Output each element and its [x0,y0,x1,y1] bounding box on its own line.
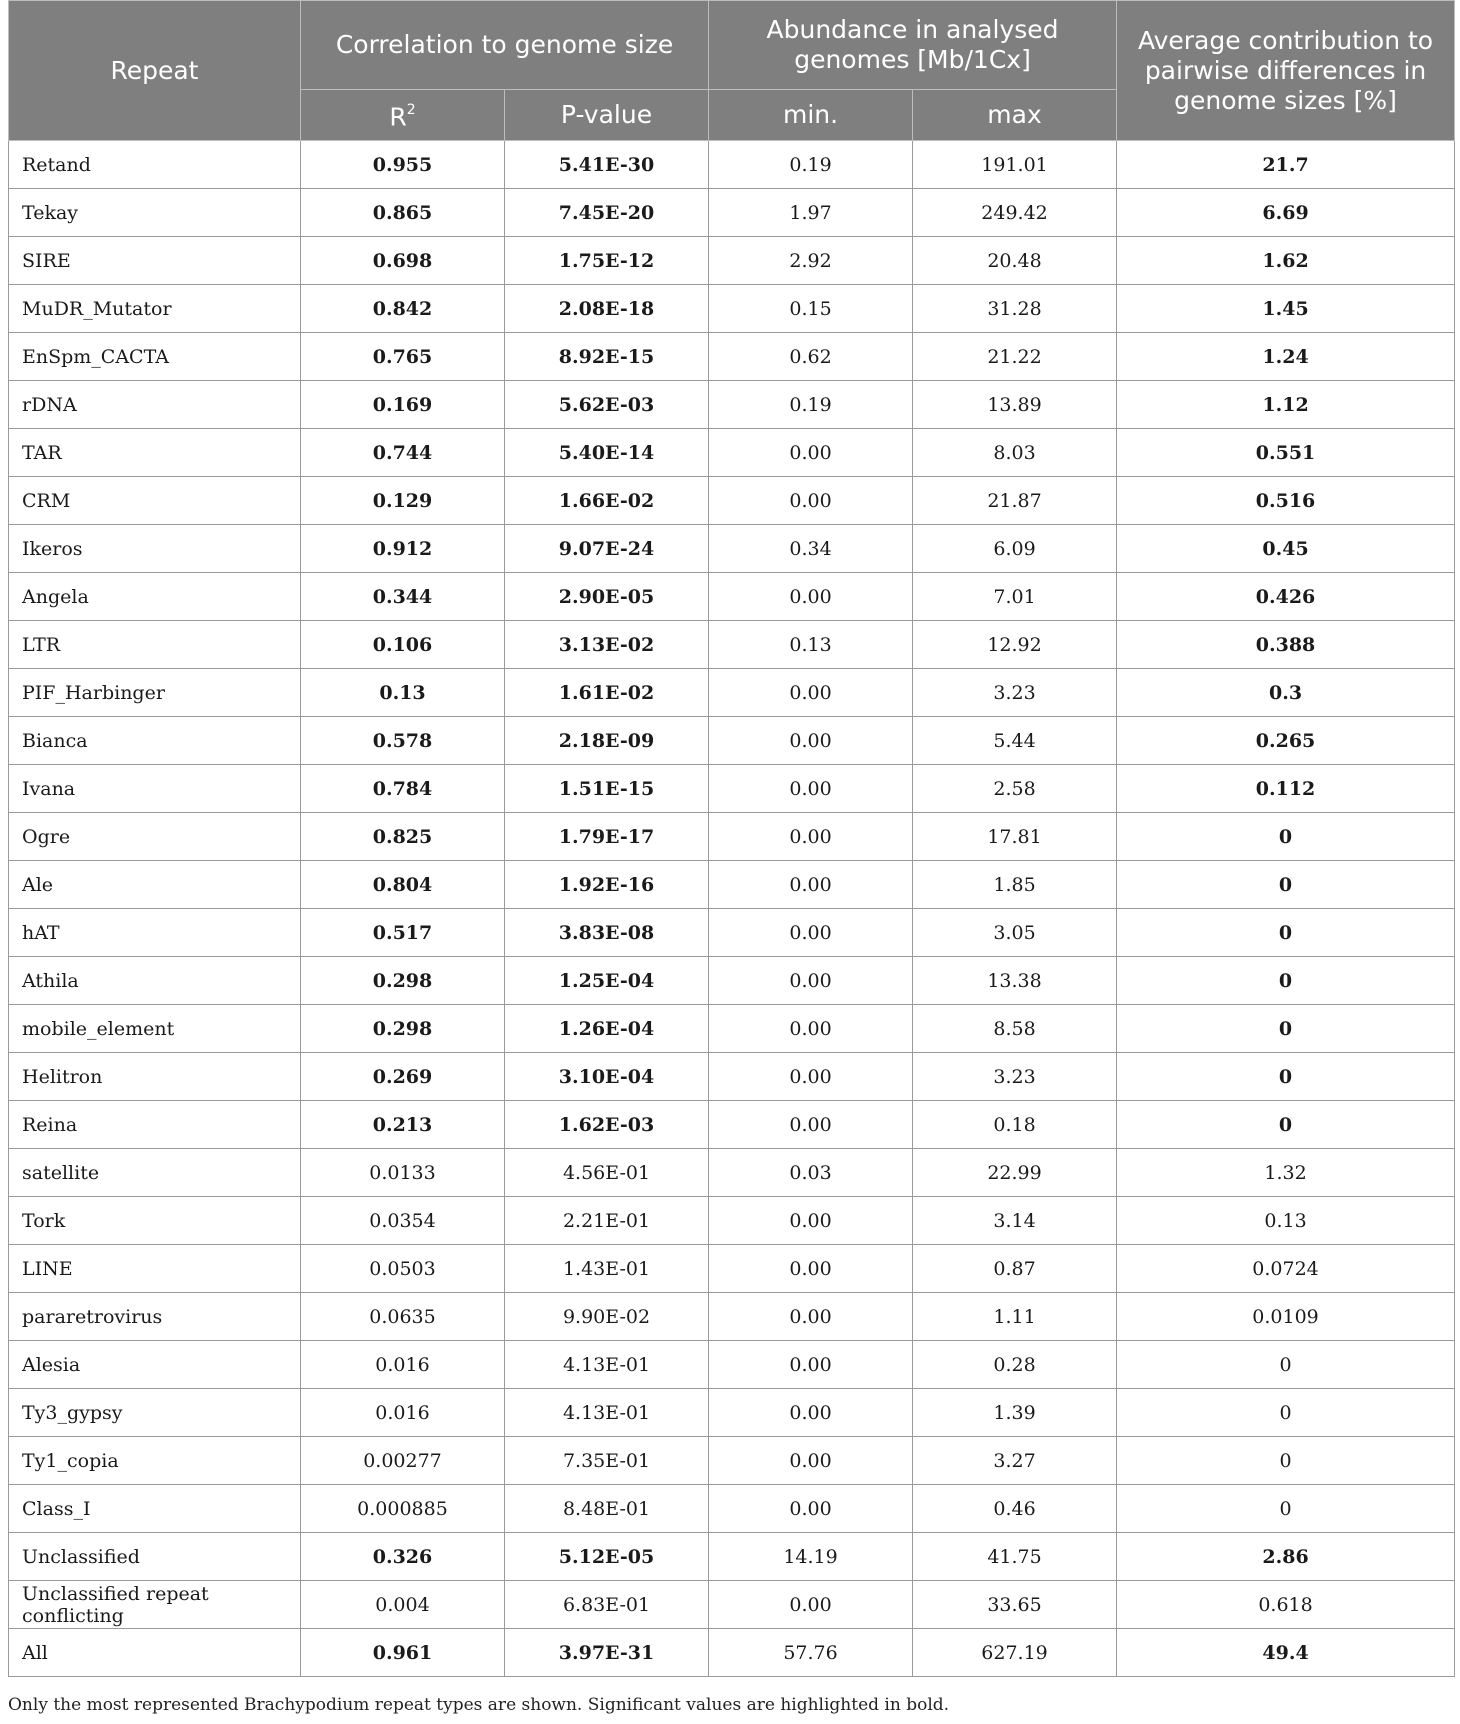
cell-contribution: 1.45 [1117,285,1455,333]
cell-contribution: 0 [1117,1053,1455,1101]
cell-r2: 0.298 [301,1005,505,1053]
cell-repeat: LTR [9,621,301,669]
table-row [9,861,1455,909]
cell-pvalue: 1.75E-12 [505,237,709,285]
cell-r2: 0.765 [301,333,505,381]
table-row [9,957,1455,1005]
cell-r2: 0.016 [301,1341,505,1389]
cell-r2: 0.842 [301,285,505,333]
cell-contribution: 0 [1117,1101,1455,1149]
cell-r2: 0.298 [301,957,505,1005]
header-pvalue: P-value [505,90,709,141]
cell-min: 0.00 [709,1485,913,1533]
cell-min: 57.76 [709,1629,913,1677]
cell-repeat: pararetrovirus [9,1293,301,1341]
repeat-table [8,0,1455,1677]
table-row [9,573,1455,621]
cell-max: 1.85 [913,861,1117,909]
cell-max: 8.58 [913,1005,1117,1053]
cell-contribution: 0.0724 [1117,1245,1455,1293]
cell-max: 3.23 [913,1053,1117,1101]
cell-repeat: MuDR_Mutator [9,285,301,333]
header-contribution: Average contribution to pairwise differences in genome sizes [%] [1117,1,1455,141]
table-body [9,141,1455,1677]
cell-pvalue: 5.40E-14 [505,429,709,477]
cell-min: 0.34 [709,525,913,573]
cell-min: 0.00 [709,1341,913,1389]
cell-r2: 0.744 [301,429,505,477]
cell-max: 627.19 [913,1629,1117,1677]
table-row [9,333,1455,381]
cell-repeat: Ogre [9,813,301,861]
cell-min: 0.00 [709,1053,913,1101]
cell-min: 0.15 [709,285,913,333]
table-row [9,1293,1455,1341]
cell-repeat: Reina [9,1101,301,1149]
header-abundance: Abundance in analysed genomes [Mb/1Cx] [709,1,1117,90]
cell-min: 0.00 [709,1437,913,1485]
header-r2 [301,90,505,141]
cell-pvalue: 1.79E-17 [505,813,709,861]
table-row [9,621,1455,669]
cell-contribution: 0.551 [1117,429,1455,477]
cell-r2: 0.804 [301,861,505,909]
cell-repeat: PIF_Harbinger [9,669,301,717]
cell-pvalue: 1.25E-04 [505,957,709,1005]
table-row [9,1053,1455,1101]
cell-r2: 0.0133 [301,1149,505,1197]
cell-repeat: Helitron [9,1053,301,1101]
cell-repeat: hAT [9,909,301,957]
cell-min: 0.00 [709,1245,913,1293]
table-row [9,1581,1455,1629]
cell-repeat: Alesia [9,1341,301,1389]
table-container [8,0,1454,1677]
table-row [9,285,1455,333]
cell-contribution: 1.62 [1117,237,1455,285]
cell-max: 13.89 [913,381,1117,429]
cell-pvalue: 3.13E-02 [505,621,709,669]
cell-max: 0.18 [913,1101,1117,1149]
cell-max: 31.28 [913,285,1117,333]
cell-contribution: 1.24 [1117,333,1455,381]
cell-repeat: All [9,1629,301,1677]
cell-contribution: 6.69 [1117,189,1455,237]
cell-contribution: 1.12 [1117,381,1455,429]
cell-max: 21.87 [913,477,1117,525]
cell-max: 0.28 [913,1341,1117,1389]
table-row [9,1533,1455,1581]
cell-max: 0.87 [913,1245,1117,1293]
table-footnote: Only the most represented Brachypodium repeat types are shown. Significant values are highlighted in bold. [8,1695,950,1715]
cell-contribution: 0.265 [1117,717,1455,765]
cell-r2: 0.825 [301,813,505,861]
cell-pvalue: 1.43E-01 [505,1245,709,1293]
cell-repeat: TAR [9,429,301,477]
cell-max: 8.03 [913,429,1117,477]
cell-min: 0.00 [709,909,913,957]
table-row [9,237,1455,285]
cell-min: 0.00 [709,765,913,813]
cell-min: 1.97 [709,189,913,237]
cell-r2: 0.00277 [301,1437,505,1485]
cell-max: 7.01 [913,573,1117,621]
cell-pvalue: 1.62E-03 [505,1101,709,1149]
cell-pvalue: 1.92E-16 [505,861,709,909]
header-max: max [913,90,1117,141]
cell-repeat: Angela [9,573,301,621]
table-row [9,1245,1455,1293]
cell-pvalue: 8.92E-15 [505,333,709,381]
cell-pvalue: 1.51E-15 [505,765,709,813]
cell-contribution: 21.7 [1117,141,1455,189]
cell-contribution: 0.0109 [1117,1293,1455,1341]
cell-max: 12.92 [913,621,1117,669]
cell-min: 0.00 [709,573,913,621]
cell-r2: 0.517 [301,909,505,957]
cell-min: 0.00 [709,429,913,477]
cell-pvalue: 6.83E-01 [505,1581,709,1629]
table-row [9,1629,1455,1677]
cell-repeat: CRM [9,477,301,525]
cell-max: 17.81 [913,813,1117,861]
header-correlation: Correlation to genome size [301,1,709,90]
cell-contribution: 1.32 [1117,1149,1455,1197]
table-row [9,1341,1455,1389]
cell-contribution: 0.3 [1117,669,1455,717]
cell-pvalue: 9.90E-02 [505,1293,709,1341]
cell-r2: 0.169 [301,381,505,429]
table-row [9,429,1455,477]
table-row [9,1101,1455,1149]
cell-contribution: 0 [1117,1341,1455,1389]
cell-max: 1.11 [913,1293,1117,1341]
cell-repeat: Class_I [9,1485,301,1533]
cell-repeat: Athila [9,957,301,1005]
cell-r2: 0.326 [301,1533,505,1581]
cell-repeat: LINE [9,1245,301,1293]
cell-min: 0.62 [709,333,913,381]
cell-max: 22.99 [913,1149,1117,1197]
cell-pvalue: 2.08E-18 [505,285,709,333]
cell-r2: 0.784 [301,765,505,813]
cell-repeat: Unclassified [9,1533,301,1581]
cell-contribution: 0 [1117,1437,1455,1485]
cell-max: 6.09 [913,525,1117,573]
cell-contribution: 0 [1117,909,1455,957]
cell-pvalue: 1.26E-04 [505,1005,709,1053]
cell-repeat: EnSpm_CACTA [9,333,301,381]
cell-pvalue: 4.13E-01 [505,1341,709,1389]
cell-r2: 0.344 [301,573,505,621]
cell-pvalue: 8.48E-01 [505,1485,709,1533]
header-repeat: Repeat [9,1,301,141]
table-row [9,1005,1455,1053]
cell-min: 0.00 [709,1581,913,1629]
cell-r2: 0.698 [301,237,505,285]
cell-repeat: Ty1_copia [9,1437,301,1485]
cell-repeat: Bianca [9,717,301,765]
cell-repeat: Retand [9,141,301,189]
cell-max: 0.46 [913,1485,1117,1533]
cell-contribution: 49.4 [1117,1629,1455,1677]
cell-r2: 0.955 [301,141,505,189]
cell-max: 5.44 [913,717,1117,765]
table-row [9,669,1455,717]
header-r2-label: R [389,102,407,132]
cell-pvalue: 7.35E-01 [505,1437,709,1485]
cell-contribution: 0 [1117,1005,1455,1053]
cell-max: 3.23 [913,669,1117,717]
cell-repeat: Tork [9,1197,301,1245]
table-row [9,477,1455,525]
cell-contribution: 0.618 [1117,1581,1455,1629]
cell-repeat: SIRE [9,237,301,285]
cell-min: 0.00 [709,669,913,717]
table-row [9,1389,1455,1437]
cell-max: 3.27 [913,1437,1117,1485]
cell-pvalue: 2.90E-05 [505,573,709,621]
cell-repeat: Unclassified repeat conflicting [9,1581,301,1629]
cell-max: 41.75 [913,1533,1117,1581]
cell-min: 0.00 [709,717,913,765]
cell-min: 0.00 [709,1389,913,1437]
table-row [9,141,1455,189]
cell-contribution: 0 [1117,861,1455,909]
cell-pvalue: 7.45E-20 [505,189,709,237]
cell-min: 0.19 [709,381,913,429]
cell-max: 20.48 [913,237,1117,285]
cell-r2: 0.865 [301,189,505,237]
table-row [9,525,1455,573]
cell-r2: 0.0503 [301,1245,505,1293]
cell-min: 0.00 [709,861,913,909]
cell-max: 191.01 [913,141,1117,189]
cell-contribution: 2.86 [1117,1533,1455,1581]
cell-pvalue: 5.12E-05 [505,1533,709,1581]
cell-repeat: Ale [9,861,301,909]
cell-min: 0.00 [709,1005,913,1053]
cell-pvalue: 1.66E-02 [505,477,709,525]
table-row [9,1485,1455,1533]
cell-pvalue: 2.18E-09 [505,717,709,765]
cell-pvalue: 5.41E-30 [505,141,709,189]
header-r2-superscript: 2 [406,102,416,119]
cell-max: 3.05 [913,909,1117,957]
cell-contribution: 0.388 [1117,621,1455,669]
cell-max: 1.39 [913,1389,1117,1437]
table-row [9,717,1455,765]
cell-max: 33.65 [913,1581,1117,1629]
table-row [9,1197,1455,1245]
cell-min: 0.00 [709,1293,913,1341]
cell-contribution: 0 [1117,957,1455,1005]
cell-pvalue: 3.97E-31 [505,1629,709,1677]
cell-r2: 0.016 [301,1389,505,1437]
cell-r2: 0.912 [301,525,505,573]
cell-contribution: 0 [1117,1485,1455,1533]
cell-pvalue: 4.13E-01 [505,1389,709,1437]
cell-repeat: Ty3_gypsy [9,1389,301,1437]
table-row [9,189,1455,237]
cell-max: 13.38 [913,957,1117,1005]
cell-r2: 0.578 [301,717,505,765]
cell-min: 14.19 [709,1533,913,1581]
cell-repeat: Ivana [9,765,301,813]
cell-max: 2.58 [913,765,1117,813]
table-row [9,1437,1455,1485]
cell-contribution: 0.13 [1117,1197,1455,1245]
cell-min: 0.00 [709,1197,913,1245]
cell-pvalue: 9.07E-24 [505,525,709,573]
cell-max: 249.42 [913,189,1117,237]
cell-contribution: 0.45 [1117,525,1455,573]
table-row [9,381,1455,429]
cell-contribution: 0.516 [1117,477,1455,525]
table-row [9,1149,1455,1197]
cell-min: 0.03 [709,1149,913,1197]
cell-min: 0.00 [709,477,913,525]
cell-r2: 0.129 [301,477,505,525]
cell-repeat: satellite [9,1149,301,1197]
cell-min: 0.13 [709,621,913,669]
cell-r2: 0.213 [301,1101,505,1149]
cell-pvalue: 1.61E-02 [505,669,709,717]
cell-repeat: Tekay [9,189,301,237]
cell-r2: 0.961 [301,1629,505,1677]
table-row [9,909,1455,957]
cell-min: 0.19 [709,141,913,189]
table-header [9,1,1455,141]
cell-repeat: mobile_element [9,1005,301,1053]
cell-pvalue: 4.56E-01 [505,1149,709,1197]
cell-contribution: 0 [1117,813,1455,861]
table-row [9,765,1455,813]
cell-r2: 0.269 [301,1053,505,1101]
header-min: min. [709,90,913,141]
cell-max: 21.22 [913,333,1117,381]
cell-r2: 0.000885 [301,1485,505,1533]
cell-r2: 0.0354 [301,1197,505,1245]
cell-contribution: 0.112 [1117,765,1455,813]
cell-min: 0.00 [709,1101,913,1149]
cell-pvalue: 3.10E-04 [505,1053,709,1101]
cell-r2: 0.004 [301,1581,505,1629]
cell-r2: 0.0635 [301,1293,505,1341]
table-row [9,813,1455,861]
cell-max: 3.14 [913,1197,1117,1245]
cell-pvalue: 2.21E-01 [505,1197,709,1245]
cell-pvalue: 3.83E-08 [505,909,709,957]
cell-repeat: rDNA [9,381,301,429]
cell-repeat: Ikeros [9,525,301,573]
cell-contribution: 0 [1117,1389,1455,1437]
cell-r2: 0.106 [301,621,505,669]
cell-min: 0.00 [709,957,913,1005]
cell-contribution: 0.426 [1117,573,1455,621]
cell-pvalue: 5.62E-03 [505,381,709,429]
cell-min: 0.00 [709,813,913,861]
cell-r2: 0.13 [301,669,505,717]
cell-min: 2.92 [709,237,913,285]
